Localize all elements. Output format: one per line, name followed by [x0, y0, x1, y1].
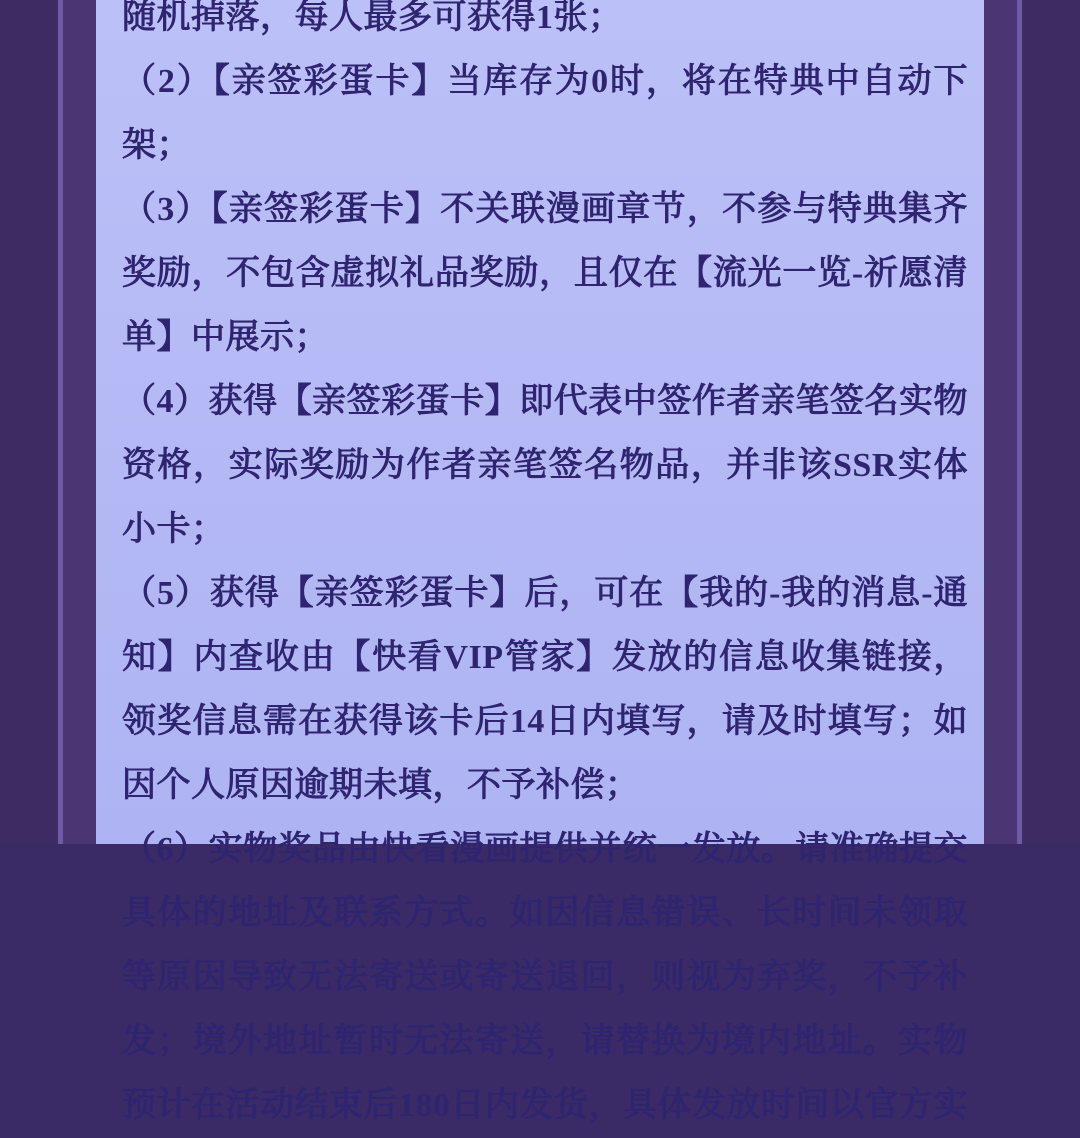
paragraph-item-6: （6）实物奖品由快看漫画提供并统一发放。请准确提交具体的地址及联系方式。如因信息错误、长时间未领取等原因导致无法寄送或寄送退回，则视为弃奖，不予补发；境外地址暂时无法寄送，请替换为境内地址。实物预计在活动结束后180日内发货，具体发放时间以官方实	[122, 831, 968, 1124]
frame-divider-right	[1017, 0, 1022, 844]
paragraph-continued: 随机掉落，每人最多可获得1张；	[122, 0, 623, 36]
paragraph-item-3: （3）【亲签彩蛋卡】不关联漫画章节，不参与特典集齐奖励，不包含虚拟礼品奖励，且仅在【流光一览-祈愿清单】中展示；	[122, 191, 968, 356]
frame-band-left-outer	[0, 0, 58, 844]
paragraph-item-4: （4）获得【亲签彩蛋卡】即代表中签作者亲笔签名实物资格，实际奖励为作者亲笔签名物品，并非该SSR实体小卡；	[122, 383, 968, 548]
terms-text-block	[122, 0, 968, 1138]
paragraph-item-2: （2）【亲签彩蛋卡】当库存为0时，将在特典中自动下架；	[122, 63, 968, 164]
content-sheet	[96, 0, 984, 1124]
frame-band-right-outer	[1022, 0, 1080, 844]
frame-band-right-inner	[984, 0, 1017, 844]
frame-band-left-inner	[63, 0, 96, 844]
paragraph-item-5: （5）获得【亲签彩蛋卡】后，可在【我的-我的消息-通知】内查收由【快看VIP管家】发放的信息收集链接，领奖信息需在获得该卡后14日内填写，请及时填写；如因个人原因逾期未填，不予补偿；	[122, 575, 968, 804]
